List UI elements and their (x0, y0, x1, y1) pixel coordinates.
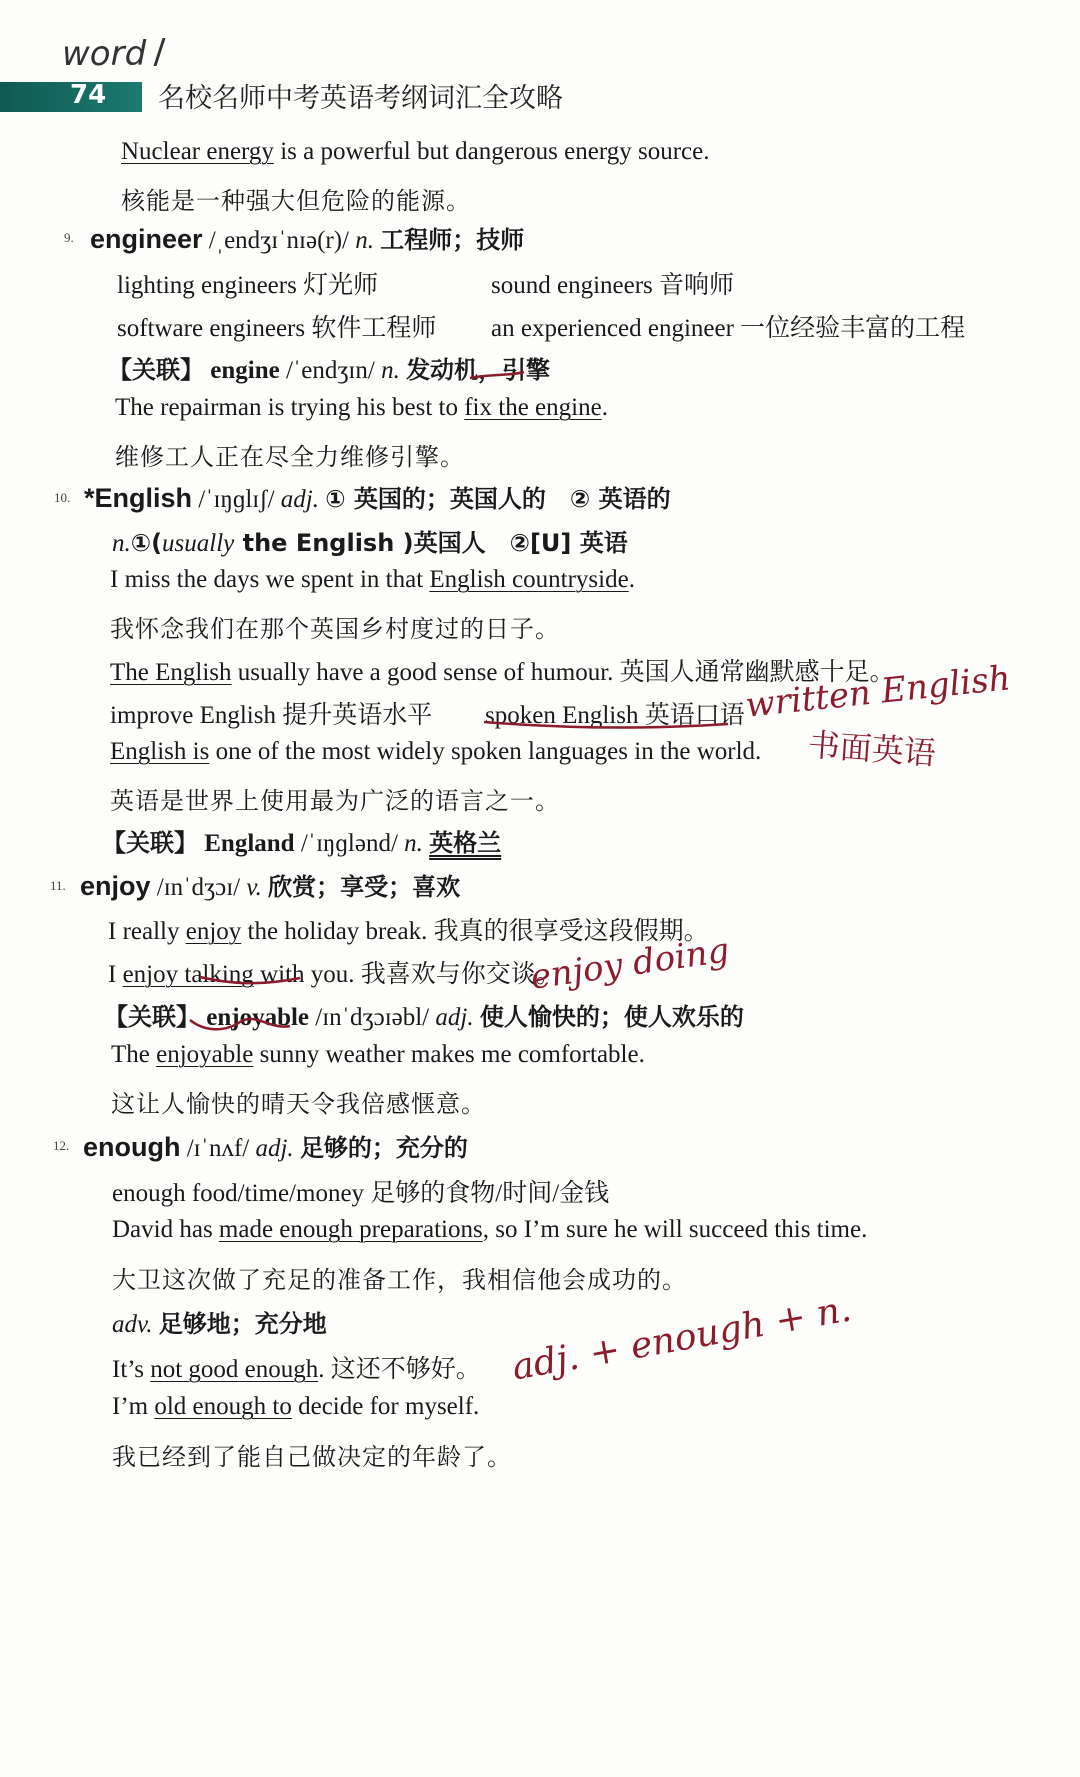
noun-meaning: n.①(usually the English )英国人 ②[U] 英语 (112, 529, 628, 557)
ink-underline (470, 372, 524, 378)
related-pos: adj. (435, 1004, 474, 1031)
related-pronunciation: /ˈɪŋɡlənd/ (300, 830, 398, 857)
related-meaning: 发动机， (406, 356, 503, 384)
entry-number: 11. (50, 878, 66, 893)
handwritten-note: enjoy doing (528, 930, 732, 998)
part-of-speech: v. (246, 874, 262, 901)
related-pos: n. (404, 830, 423, 857)
example-sentence: I really enjoy the holiday break. 我真的很享受这段假期。 (108, 918, 709, 945)
entry-word: enough (83, 1132, 181, 1162)
phrase: sound engineers 音响师 (491, 272, 735, 299)
related-word: engine (210, 357, 280, 384)
example-translation: 大卫这次做了充足的准备工作，我相信他会成功的。 (112, 1266, 687, 1294)
related-tag: 【关联】 (102, 829, 198, 857)
entry-meaning: 足够的；充分的 (299, 1134, 468, 1162)
example-sentence: The English usually have a good sense of humour. 英国人通常幽默感十足。 (110, 659, 895, 686)
example-sentence: I’m old enough to decide for myself. (112, 1393, 480, 1420)
example-sentence: I enjoy talking with you. 我喜欢与你交谈。 (108, 961, 561, 988)
example-sentence: The repairman is trying his best to fix the engine. (115, 394, 608, 421)
example-sentence: David has made enough preparations, so I’m sure he will succeed this time. (112, 1216, 868, 1243)
related-meaning-underlined: 引擎 (502, 356, 551, 384)
ink-underline (484, 722, 728, 728)
example-translation: 这让人愉快的晴天令我倍感惬意。 (111, 1090, 486, 1118)
book-title: 名校名师中考英语考纲词汇全攻略 (158, 83, 563, 114)
word-label: word (62, 34, 147, 74)
entry-meaning: 欣赏；享受；喜欢 (268, 873, 461, 901)
related-word: enjoyable (206, 1004, 310, 1031)
handwritten-note: written English (743, 658, 1013, 726)
ink-underline (200, 977, 300, 983)
related-meaning: 使人愉快的；使人欢乐的 (479, 1003, 744, 1031)
example-translation: 我怀念我们在那个英国乡村度过的日子。 (110, 615, 560, 643)
related-pos: n. (381, 357, 400, 384)
example-sentence: It’s not good enough. 这还不够好。 (112, 1356, 481, 1383)
related-tag: 【关联】 (108, 356, 204, 384)
handwritten-note: 书面英语 (806, 725, 938, 773)
example-sentence: I miss the days we spent in that English countryside. (110, 566, 635, 593)
ink-underline (190, 1019, 290, 1029)
phrase: an experienced engineer 一位经验丰富的工程 (491, 315, 966, 342)
related-meaning: 英格兰 (429, 829, 502, 857)
example-translation: 维修工人正在尽全力维修引擎。 (115, 443, 465, 471)
entry-word: enjoy (80, 871, 151, 901)
entry-number: 10. (54, 490, 71, 505)
entry-number: 12. (53, 1138, 70, 1153)
adverb-meaning: adv. 足够地；充分地 (112, 1310, 327, 1338)
related-word: England (204, 830, 295, 857)
phrase: software engineers 软件工程师 (117, 315, 437, 342)
related-pronunciation: /ˈendʒɪn/ (285, 357, 375, 384)
page-number: 74 (70, 80, 107, 110)
entry-meaning: 工程师；技师 (380, 226, 525, 254)
phrase: spoken English 英语口语 (485, 702, 745, 729)
entry-number: 9. (64, 230, 74, 245)
entry-word: *English (84, 483, 193, 513)
part-of-speech: adj. (255, 1135, 294, 1162)
example-translation: 核能是一种强大但危险的能源。 (121, 187, 471, 215)
example-translation: 英语是世界上使用最为广泛的语言之一。 (110, 787, 560, 815)
pronunciation: /ˈɪŋɡlɪʃ/ (198, 486, 275, 513)
example-sentence: English is one of the most widely spoken languages in the world. (110, 738, 762, 765)
pronunciation: /ɪˈnʌf/ (186, 1135, 250, 1162)
phrase: enough food/time/money 足够的食物/时间/金钱 (112, 1180, 610, 1207)
part-of-speech: adj. (280, 486, 319, 513)
related-pronunciation: /ɪnˈdʒɔɪəbl/ (315, 1004, 430, 1031)
example-sentence: The enjoyable sunny weather makes me comfortable. (111, 1041, 645, 1068)
part-of-speech: n. (355, 227, 374, 254)
pronunciation: /ɪnˈdʒɔɪ/ (156, 874, 241, 901)
related-tag: 【关联】 (104, 1003, 200, 1031)
entry-meaning: ① 英国的；英国人的 ② 英语的 (325, 485, 671, 513)
pronunciation: /ˌendʒɪˈnɪə(r)/ (208, 227, 349, 254)
example-sentence: Nuclear energy is a powerful but dangerous energy source. (121, 138, 710, 165)
entry-word: engineer (90, 224, 203, 254)
phrase: lighting engineers 灯光师 (117, 272, 379, 299)
phrase: improve English 提升英语水平 (110, 702, 433, 729)
handwritten-note: adj. + enough + n. (509, 1288, 855, 1389)
example-translation: 我已经到了能自己做决定的年龄了。 (112, 1443, 512, 1471)
